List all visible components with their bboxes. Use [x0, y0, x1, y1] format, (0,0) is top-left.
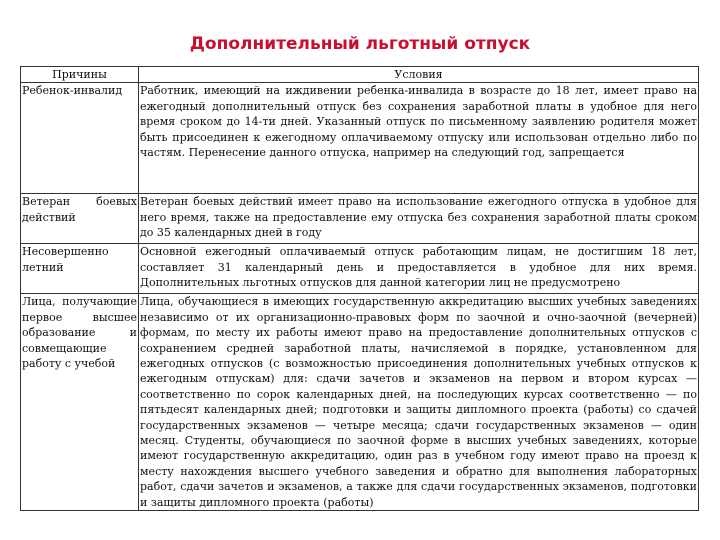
table-header-row [21, 67, 699, 83]
table-row-students [21, 294, 699, 511]
reason-cell: Лица, получающие первое высшее образование и совмещающие работу с учебой [21, 294, 139, 511]
table-row-combat-veteran [21, 194, 699, 244]
condition-cell: Основной ежегодный оплачиваемый отпуск работающим лицам, не достигшим 18 лет, составляет 31 календарный день и предоставляется в удобное для них время. Дополнительных льготных отпусков для данной категории лиц не предусмотрено [139, 244, 699, 294]
reason-cell: Ветеран боевых действий [21, 194, 139, 244]
table-row-disabled-child [21, 83, 699, 194]
reason-cell: Ребенок-инвалид [21, 83, 139, 194]
condition-cell: Лица, обучающиеся в имеющих государственную аккредитацию высших учебных заведениях независимо от их организационно-правовых форм по заочной и очно-заочной (вечерней) формам, по месту их работы имеют право на предоставление дополнительных отпусков с сохранением средней заработной платы, начисляемой в порядке, установленном для ежегодных отпусков (с возможностью присоединения дополнительных учебных отпусков к ежегодным отпускам) для: сдачи зачетов и экзаменов на первом и втором курсах — соответственно по сорок календарных дней, на последующих курсах соответственно — по пятьдесят календарных дней; подготовки и защиты дипломного проекта (работы) со сдачей государственных экзаменов — четыре месяца; сдачи государственных экзаменов — один месяц. Студенты, обучающиеся по заочной форме в высших учебных заведениях, которые имеют государственную аккредитацию, один раз в учебном году имеют право на проезд к месту нахождения высшего учебного заведения и обратно для выполнения лабораторных работ, сдачи зачетов и экзаменов, а также для сдачи государственных экзаменов, подготовки и защиты дипломного проекта (работы) [140, 295, 697, 509]
header-reasons: Причины [21, 67, 139, 83]
reason-cell: Несовершенно летний [21, 244, 139, 294]
condition-cell: Работник, имеющий на иждивении ребенка-инвалида в возрасте до 18 лет, имеет право на ежегодный дополнительный отпуск без сохранения заработной платы в удобное для него время сроком до 14-ти дней. Указанный отпуск по письменному заявлению родителя может быть присоединен к ежегодному оплачиваемому отпуску или использован отдельно либо по частям. Перенесение данного отпуска, например на следующий год, запрещается [139, 83, 699, 194]
table-row-minor [21, 244, 699, 294]
page-title: Дополнительный льготный отпуск [189, 34, 531, 54]
leave-table [20, 66, 699, 511]
condition-cell: Ветеран боевых действий имеет право на использование ежегодного отпуска в удобное для него время, также на предоставление ему отпуска без сохранения заработной платы сроком до 35 календарных дней в году [139, 194, 699, 244]
header-conditions: Условия [139, 67, 699, 83]
